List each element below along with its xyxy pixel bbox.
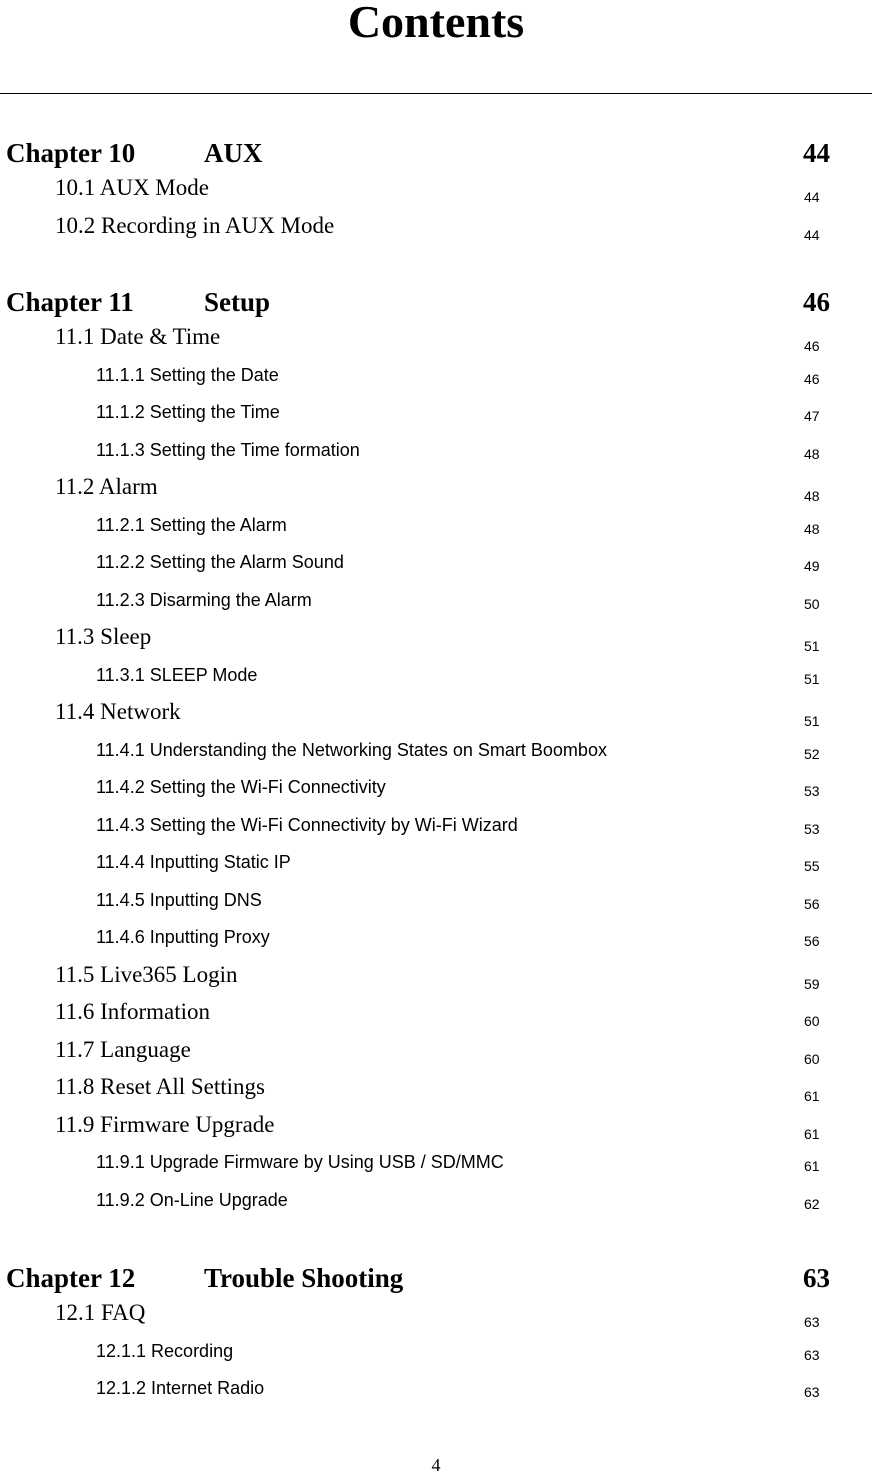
page-title: Contents (347, 0, 525, 47)
entry-label: 11.4.3 Setting the Wi-Fi Connectivity by Wi-Fi Wizard (96, 814, 518, 835)
entry-label: 10.2 Recording in AUX Mode (55, 212, 335, 238)
chapter-page: 63 (803, 1263, 830, 1293)
entry-page: 62 (804, 1195, 820, 1212)
chapter-number: Chapter 12 (6, 1263, 136, 1293)
entry-page: 53 (804, 820, 820, 837)
entry-label: 12.1 FAQ (55, 1300, 146, 1325)
chapter-number: Chapter 11 (6, 287, 134, 317)
entry-page: 44 (804, 226, 820, 243)
entry-page: 52 (804, 745, 820, 762)
entry-page: 61 (804, 1125, 820, 1142)
entry-page: 50 (804, 595, 820, 612)
entry-page: 59 (804, 975, 820, 992)
entry-label: 11.4.1 Understanding the Networking States on Smart Boombox (96, 739, 607, 760)
entry-label: 11.7 Language (55, 1036, 191, 1062)
entry-page: 46 (804, 338, 820, 354)
entry-page: 49 (804, 558, 820, 574)
entry-page: 56 (804, 895, 820, 912)
entry-page: 51 (804, 670, 820, 687)
chapter-page: 46 (803, 287, 830, 317)
entry-label: 12.1.1 Recording (96, 1340, 234, 1361)
entry-label: 11.4.6 Inputting Proxy (96, 927, 270, 947)
entry-label: 11.3.1 SLEEP Mode (96, 664, 258, 685)
entry-page: 46 (804, 370, 820, 387)
entry-label: 11.1.3 Setting the Time formation (96, 439, 360, 460)
entry-page: 48 (804, 488, 820, 504)
entry-label: 11.6 Information (55, 999, 211, 1024)
entry-page: 63 (804, 1346, 820, 1363)
entry-label: 11.9.2 On-Line Upgrade (96, 1189, 288, 1210)
entry-label: 10.1 AUX Mode (55, 175, 209, 200)
entry-page: 61 (804, 1088, 820, 1104)
chapter-page: 44 (803, 138, 830, 168)
entry-label: 11.4.4 Inputting Static IP (96, 852, 291, 872)
entry-label: 11.1.2 Setting the Time (96, 402, 280, 422)
entry-page: 44 (804, 189, 820, 205)
entry-label: 12.1.2 Internet Radio (96, 1378, 265, 1398)
entry-page: 56 (804, 933, 820, 949)
page-number: 4 (431, 1455, 441, 1475)
entry-label: 11.9 Firmware Upgrade (55, 1111, 275, 1137)
entry-page: 55 (804, 858, 820, 874)
entry-label: 11.2 Alarm (55, 474, 158, 499)
entry-label: 11.4.5 Inputting DNS (96, 889, 262, 910)
entry-page: 48 (804, 520, 820, 537)
entry-label: 11.3 Sleep (55, 624, 152, 649)
entry-label: 11.1 Date & Time (55, 324, 221, 349)
entry-page: 63 (804, 1384, 820, 1400)
entry-label: 11.2.2 Setting the Alarm Sound (96, 552, 344, 572)
chapter-title: Trouble Shooting (204, 1263, 404, 1293)
entry-page: 51 (804, 638, 820, 654)
entry-page: 51 (804, 713, 820, 729)
entry-page: 63 (804, 1314, 820, 1330)
entry-page: 48 (804, 445, 820, 462)
entry-page: 60 (804, 1013, 820, 1029)
entry-page: 47 (804, 408, 820, 424)
entry-label: 11.2.3 Disarming the Alarm (96, 589, 312, 610)
entry-page: 61 (804, 1158, 820, 1174)
entry-label: 11.2.1 Setting the Alarm (96, 514, 287, 535)
entry-label: 11.5 Live365 Login (55, 961, 238, 987)
chapter-number: Chapter 10 (6, 138, 136, 168)
entry-page: 60 (804, 1050, 820, 1067)
entry-label: 11.8 Reset All Settings (55, 1074, 265, 1099)
entry-label: 11.4.2 Setting the Wi-Fi Connectivity (96, 777, 386, 797)
entry-label: 11.9.1 Upgrade Firmware by Using USB / SD/MMC (96, 1152, 504, 1172)
entry-page: 53 (804, 783, 820, 799)
entry-label: 11.1.1 Setting the Date (96, 364, 279, 385)
entry-label: 11.4 Network (55, 699, 181, 724)
chapter-title: Setup (204, 287, 271, 317)
chapter-title: AUX (204, 138, 263, 168)
